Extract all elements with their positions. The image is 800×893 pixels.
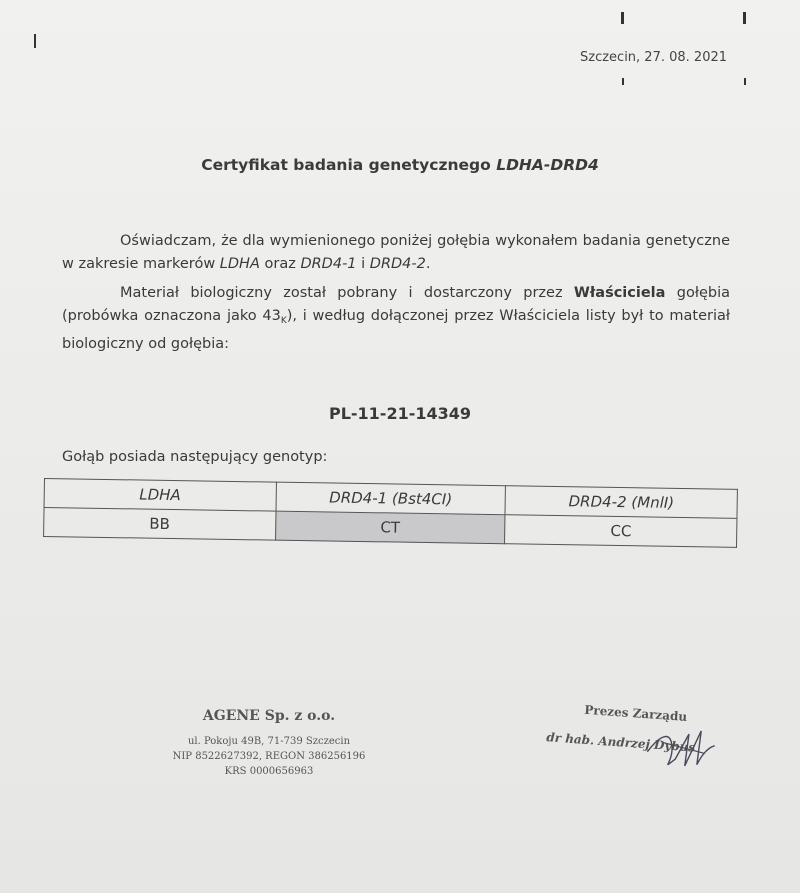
header-ldha: LDHA [44,479,276,512]
marker-drd4-2: DRD4-2 [369,256,426,272]
punch-mark [622,78,624,85]
statement-paragraph-1 [62,230,730,276]
handwritten-signature [640,711,725,786]
statement-text: . [425,256,431,272]
value-drd4-1: CT [275,511,505,544]
statement-paragraph-2 [62,282,730,356]
certificate-title [0,156,800,174]
statement-text: i [356,256,370,272]
header-drd4-1: DRD4-1 (Bst4CI) [276,482,506,515]
statement-text: gołębia (probówka oznaczona jako 43 [62,285,730,324]
punch-mark [743,12,746,24]
statement-text: ), i według dołączonej przez Właściciela listy był to materiał biologiczny od gołębia: [62,308,730,352]
punch-mark [34,34,36,48]
header-drd4-2: DRD4-2 (MnlI) [505,486,737,519]
genotype-table [43,478,738,548]
certificate-title-markers: LDHA-DRD4 [496,156,599,174]
owner-emphasis: Właściciela [573,285,666,301]
punch-mark [621,12,624,24]
statement-text: oraz [259,256,301,272]
certificate-title-prefix: Certyfikat badania genetycznego [201,156,497,174]
signatory-name: dr hab. Andrzej Dybus [545,730,696,755]
company-ids: NIP 8522627392, REGON 386256196 [172,751,366,762]
document-date: Szczecin, 27. 08. 2021 [580,50,728,65]
value-ldha: BB [44,508,276,541]
company-stamp [164,708,374,779]
tube-subscript: K [280,316,287,326]
genotype-label: Gołąb posiada następujący genotyp: [62,449,328,465]
company-name: AGENE Sp. z o.o. [202,708,336,724]
marker-drd4-1: DRD4-1 [300,256,357,272]
statement-text: Oświadczam, że dla wymienionego poniżej gołębia wykonałem badania genetyczne w zakresie markerów [62,233,730,272]
punch-mark [744,78,746,85]
pigeon-ring-number: PL-11-21-14349 [328,404,472,423]
marker-ldha: LDHA [219,256,260,272]
signature-stamp [538,700,744,814]
company-address: ul. Pokoju 49B, 71-739 Szczecin [187,736,351,747]
signatory-role: Prezes Zarządu [583,702,688,724]
statement-text: Materiał biologiczny został pobrany i dostarczony przez [120,285,574,301]
value-drd4-2: CC [505,515,737,548]
company-krs: KRS 0000656963 [224,766,314,777]
